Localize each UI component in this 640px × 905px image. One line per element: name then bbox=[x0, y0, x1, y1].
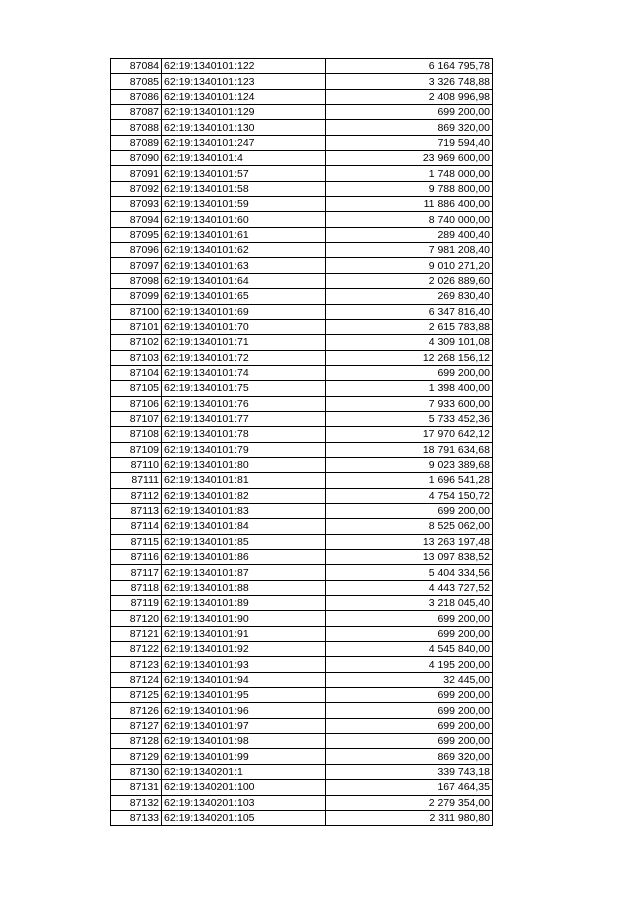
cadastral-value-cell: 6 164 795,78 bbox=[326, 59, 493, 74]
cadastral-number-cell: 62:19:1340101:79 bbox=[162, 442, 326, 457]
row-number-cell: 87092 bbox=[111, 181, 162, 196]
cadastral-number-cell: 62:19:1340101:97 bbox=[162, 718, 326, 733]
cadastral-value-cell: 1 696 541,28 bbox=[326, 473, 493, 488]
cadastral-number-cell: 62:19:1340101:91 bbox=[162, 626, 326, 641]
table-row bbox=[111, 381, 493, 396]
cadastral-number-cell: 62:19:1340101:75 bbox=[162, 381, 326, 396]
cadastral-number-cell: 62:19:1340101:82 bbox=[162, 488, 326, 503]
cadastral-number-cell: 62:19:1340201:1 bbox=[162, 764, 326, 779]
table-row bbox=[111, 289, 493, 304]
cadastral-value-cell: 699 200,00 bbox=[326, 688, 493, 703]
row-number-cell: 87102 bbox=[111, 335, 162, 350]
cadastral-number-cell: 62:19:1340101:96 bbox=[162, 703, 326, 718]
row-number-cell: 87126 bbox=[111, 703, 162, 718]
table-row bbox=[111, 319, 493, 334]
table-row bbox=[111, 227, 493, 242]
cadastral-number-cell: 62:19:1340201:105 bbox=[162, 810, 326, 825]
table-row bbox=[111, 534, 493, 549]
table-row bbox=[111, 197, 493, 212]
cadastral-value-cell: 699 200,00 bbox=[326, 626, 493, 641]
row-number-cell: 87085 bbox=[111, 74, 162, 89]
row-number-cell: 87107 bbox=[111, 411, 162, 426]
cadastral-number-cell: 62:19:1340101:90 bbox=[162, 611, 326, 626]
cadastral-value-cell: 9 023 389,68 bbox=[326, 457, 493, 472]
cadastral-number-cell: 62:19:1340101:74 bbox=[162, 365, 326, 380]
cadastral-number-cell: 62:19:1340101:62 bbox=[162, 243, 326, 258]
row-number-cell: 87115 bbox=[111, 534, 162, 549]
table-row bbox=[111, 626, 493, 641]
cadastral-number-cell: 62:19:1340101:122 bbox=[162, 59, 326, 74]
row-number-cell: 87127 bbox=[111, 718, 162, 733]
cadastral-value-cell: 11 886 400,00 bbox=[326, 197, 493, 212]
table-row bbox=[111, 396, 493, 411]
cadastral-number-cell: 62:19:1340101:63 bbox=[162, 258, 326, 273]
cadastral-value-cell: 2 279 354,00 bbox=[326, 795, 493, 810]
table-row bbox=[111, 749, 493, 764]
table-row bbox=[111, 642, 493, 657]
cadastral-value-cell: 9 788 800,00 bbox=[326, 181, 493, 196]
table-row bbox=[111, 365, 493, 380]
row-number-cell: 87114 bbox=[111, 519, 162, 534]
cadastral-value-cell: 7 981 208,40 bbox=[326, 243, 493, 258]
cadastral-value-cell: 699 200,00 bbox=[326, 703, 493, 718]
table-row bbox=[111, 59, 493, 74]
row-number-cell: 87110 bbox=[111, 457, 162, 472]
cadastral-value-cell: 719 594,40 bbox=[326, 135, 493, 150]
cadastral-value-cell: 4 309 101,08 bbox=[326, 335, 493, 350]
row-number-cell: 87097 bbox=[111, 258, 162, 273]
table-row bbox=[111, 764, 493, 779]
cadastral-number-cell: 62:19:1340101:98 bbox=[162, 734, 326, 749]
row-number-cell: 87095 bbox=[111, 227, 162, 242]
cadastral-value-cell: 699 200,00 bbox=[326, 734, 493, 749]
table-row bbox=[111, 350, 493, 365]
table-row bbox=[111, 611, 493, 626]
row-number-cell: 87098 bbox=[111, 273, 162, 288]
cadastral-number-cell: 62:19:1340101:57 bbox=[162, 166, 326, 181]
cadastral-number-cell: 62:19:1340101:58 bbox=[162, 181, 326, 196]
row-number-cell: 87106 bbox=[111, 396, 162, 411]
cadastral-value-cell: 9 010 271,20 bbox=[326, 258, 493, 273]
row-number-cell: 87124 bbox=[111, 672, 162, 687]
row-number-cell: 87103 bbox=[111, 350, 162, 365]
table-row bbox=[111, 688, 493, 703]
table-row bbox=[111, 442, 493, 457]
cadastral-value-cell: 869 320,00 bbox=[326, 120, 493, 135]
row-number-cell: 87125 bbox=[111, 688, 162, 703]
cadastral-number-cell: 62:19:1340101:95 bbox=[162, 688, 326, 703]
table-row bbox=[111, 672, 493, 687]
table-row bbox=[111, 181, 493, 196]
cadastral-number-cell: 62:19:1340101:70 bbox=[162, 319, 326, 334]
table-row bbox=[111, 243, 493, 258]
row-number-cell: 87111 bbox=[111, 473, 162, 488]
cadastral-value-cell: 3 326 748,88 bbox=[326, 74, 493, 89]
cadastral-number-cell: 62:19:1340101:77 bbox=[162, 411, 326, 426]
cadastral-value-cell: 2 615 783,88 bbox=[326, 319, 493, 334]
table-row bbox=[111, 151, 493, 166]
row-number-cell: 87086 bbox=[111, 89, 162, 104]
row-number-cell: 87130 bbox=[111, 764, 162, 779]
cadastral-value-cell: 5 404 334,56 bbox=[326, 565, 493, 580]
row-number-cell: 87119 bbox=[111, 596, 162, 611]
table-row bbox=[111, 734, 493, 749]
row-number-cell: 87088 bbox=[111, 120, 162, 135]
table-row bbox=[111, 258, 493, 273]
cadastral-value-cell: 4 545 840,00 bbox=[326, 642, 493, 657]
row-number-cell: 87087 bbox=[111, 105, 162, 120]
row-number-cell: 87101 bbox=[111, 319, 162, 334]
table-row bbox=[111, 135, 493, 150]
cadastral-number-cell: 62:19:1340101:72 bbox=[162, 350, 326, 365]
cadastral-value-cell: 8 740 000,00 bbox=[326, 212, 493, 227]
table-row bbox=[111, 273, 493, 288]
cadastral-value-cell: 289 400,40 bbox=[326, 227, 493, 242]
cadastral-number-cell: 62:19:1340101:69 bbox=[162, 304, 326, 319]
cadastral-number-cell: 62:19:1340101:88 bbox=[162, 580, 326, 595]
row-number-cell: 87100 bbox=[111, 304, 162, 319]
table-row bbox=[111, 795, 493, 810]
table-row bbox=[111, 74, 493, 89]
cadastral-number-cell: 62:19:1340101:86 bbox=[162, 550, 326, 565]
row-number-cell: 87108 bbox=[111, 427, 162, 442]
row-number-cell: 87109 bbox=[111, 442, 162, 457]
row-number-cell: 87093 bbox=[111, 197, 162, 212]
row-number-cell: 87132 bbox=[111, 795, 162, 810]
row-number-cell: 87123 bbox=[111, 657, 162, 672]
table-row bbox=[111, 120, 493, 135]
row-number-cell: 87099 bbox=[111, 289, 162, 304]
cadastral-value-cell: 167 464,35 bbox=[326, 780, 493, 795]
cadastral-number-cell: 62:19:1340101:130 bbox=[162, 120, 326, 135]
cadastral-number-cell: 62:19:1340101:84 bbox=[162, 519, 326, 534]
cadastral-value-cell: 5 733 452,36 bbox=[326, 411, 493, 426]
cadastral-value-cell: 13 263 197,48 bbox=[326, 534, 493, 549]
row-number-cell: 87120 bbox=[111, 611, 162, 626]
row-number-cell: 87129 bbox=[111, 749, 162, 764]
cadastral-number-cell: 62:19:1340101:99 bbox=[162, 749, 326, 764]
row-number-cell: 87122 bbox=[111, 642, 162, 657]
cadastral-value-cell: 699 200,00 bbox=[326, 611, 493, 626]
cadastral-value-cell: 339 743,18 bbox=[326, 764, 493, 779]
cadastral-value-cell: 8 525 062,00 bbox=[326, 519, 493, 534]
cadastral-value-cell: 699 200,00 bbox=[326, 503, 493, 518]
cadastral-value-cell: 32 445,00 bbox=[326, 672, 493, 687]
table-row bbox=[111, 596, 493, 611]
table-row bbox=[111, 473, 493, 488]
table-row bbox=[111, 810, 493, 825]
cadastral-number-cell: 62:19:1340101:247 bbox=[162, 135, 326, 150]
cadastral-value-cell: 12 268 156,12 bbox=[326, 350, 493, 365]
cadastral-value-cell: 869 320,00 bbox=[326, 749, 493, 764]
row-number-cell: 87091 bbox=[111, 166, 162, 181]
table-row bbox=[111, 718, 493, 733]
table-row bbox=[111, 519, 493, 534]
row-number-cell: 87090 bbox=[111, 151, 162, 166]
cadastral-value-cell: 23 969 600,00 bbox=[326, 151, 493, 166]
cadastral-value-cell: 18 791 634,68 bbox=[326, 442, 493, 457]
table-row bbox=[111, 657, 493, 672]
cadastral-number-cell: 62:19:1340101:71 bbox=[162, 335, 326, 350]
cadastral-value-cell: 699 200,00 bbox=[326, 718, 493, 733]
table-row bbox=[111, 212, 493, 227]
row-number-cell: 87118 bbox=[111, 580, 162, 595]
table-row bbox=[111, 105, 493, 120]
cadastral-value-cell: 2 408 996,98 bbox=[326, 89, 493, 104]
row-number-cell: 87116 bbox=[111, 550, 162, 565]
cadastral-value-cell: 699 200,00 bbox=[326, 105, 493, 120]
cadastral-value-table bbox=[110, 58, 493, 826]
cadastral-value-cell: 13 097 838,52 bbox=[326, 550, 493, 565]
cadastral-number-cell: 62:19:1340101:87 bbox=[162, 565, 326, 580]
table-row bbox=[111, 166, 493, 181]
table-row bbox=[111, 503, 493, 518]
cadastral-value-cell: 7 933 600,00 bbox=[326, 396, 493, 411]
cadastral-number-cell: 62:19:1340101:81 bbox=[162, 473, 326, 488]
cadastral-number-cell: 62:19:1340101:60 bbox=[162, 212, 326, 227]
table-row bbox=[111, 427, 493, 442]
row-number-cell: 87133 bbox=[111, 810, 162, 825]
cadastral-value-cell: 17 970 642,12 bbox=[326, 427, 493, 442]
table-row bbox=[111, 335, 493, 350]
cadastral-number-cell: 62:19:1340101:80 bbox=[162, 457, 326, 472]
table-row bbox=[111, 488, 493, 503]
row-number-cell: 87104 bbox=[111, 365, 162, 380]
cadastral-value-cell: 1 748 000,00 bbox=[326, 166, 493, 181]
table-row bbox=[111, 550, 493, 565]
table-row bbox=[111, 457, 493, 472]
cadastral-number-cell: 62:19:1340101:83 bbox=[162, 503, 326, 518]
cadastral-value-cell: 2 311 980,80 bbox=[326, 810, 493, 825]
table-row bbox=[111, 304, 493, 319]
cadastral-number-cell: 62:19:1340101:123 bbox=[162, 74, 326, 89]
cadastral-value-cell: 6 347 816,40 bbox=[326, 304, 493, 319]
cadastral-number-cell: 62:19:1340101:78 bbox=[162, 427, 326, 442]
row-number-cell: 87084 bbox=[111, 59, 162, 74]
cadastral-number-cell: 62:19:1340101:92 bbox=[162, 642, 326, 657]
row-number-cell: 87113 bbox=[111, 503, 162, 518]
row-number-cell: 87089 bbox=[111, 135, 162, 150]
cadastral-number-cell: 62:19:1340101:89 bbox=[162, 596, 326, 611]
cadastral-value-cell: 4 443 727,52 bbox=[326, 580, 493, 595]
cadastral-value-cell: 699 200,00 bbox=[326, 365, 493, 380]
row-number-cell: 87096 bbox=[111, 243, 162, 258]
cadastral-number-cell: 62:19:1340201:103 bbox=[162, 795, 326, 810]
row-number-cell: 87131 bbox=[111, 780, 162, 795]
cadastral-value-cell: 269 830,40 bbox=[326, 289, 493, 304]
cadastral-value-cell: 1 398 400,00 bbox=[326, 381, 493, 396]
cadastral-value-cell: 3 218 045,40 bbox=[326, 596, 493, 611]
cadastral-number-cell: 62:19:1340101:94 bbox=[162, 672, 326, 687]
cadastral-number-cell: 62:19:1340201:100 bbox=[162, 780, 326, 795]
cadastral-number-cell: 62:19:1340101:65 bbox=[162, 289, 326, 304]
cadastral-number-cell: 62:19:1340101:61 bbox=[162, 227, 326, 242]
cadastral-value-cell: 4 195 200,00 bbox=[326, 657, 493, 672]
row-number-cell: 87112 bbox=[111, 488, 162, 503]
cadastral-number-cell: 62:19:1340101:129 bbox=[162, 105, 326, 120]
table-row bbox=[111, 580, 493, 595]
row-number-cell: 87121 bbox=[111, 626, 162, 641]
table-body bbox=[111, 59, 493, 826]
cadastral-number-cell: 62:19:1340101:124 bbox=[162, 89, 326, 104]
cadastral-value-cell: 4 754 150,72 bbox=[326, 488, 493, 503]
row-number-cell: 87094 bbox=[111, 212, 162, 227]
cadastral-number-cell: 62:19:1340101:76 bbox=[162, 396, 326, 411]
table-row bbox=[111, 703, 493, 718]
cadastral-number-cell: 62:19:1340101:93 bbox=[162, 657, 326, 672]
table-row bbox=[111, 565, 493, 580]
table-row bbox=[111, 89, 493, 104]
row-number-cell: 87117 bbox=[111, 565, 162, 580]
cadastral-number-cell: 62:19:1340101:59 bbox=[162, 197, 326, 212]
table-row bbox=[111, 780, 493, 795]
table-row bbox=[111, 411, 493, 426]
cadastral-number-cell: 62:19:1340101:85 bbox=[162, 534, 326, 549]
cadastral-value-cell: 2 026 889,60 bbox=[326, 273, 493, 288]
row-number-cell: 87128 bbox=[111, 734, 162, 749]
cadastral-number-cell: 62:19:1340101:4 bbox=[162, 151, 326, 166]
cadastral-number-cell: 62:19:1340101:64 bbox=[162, 273, 326, 288]
row-number-cell: 87105 bbox=[111, 381, 162, 396]
